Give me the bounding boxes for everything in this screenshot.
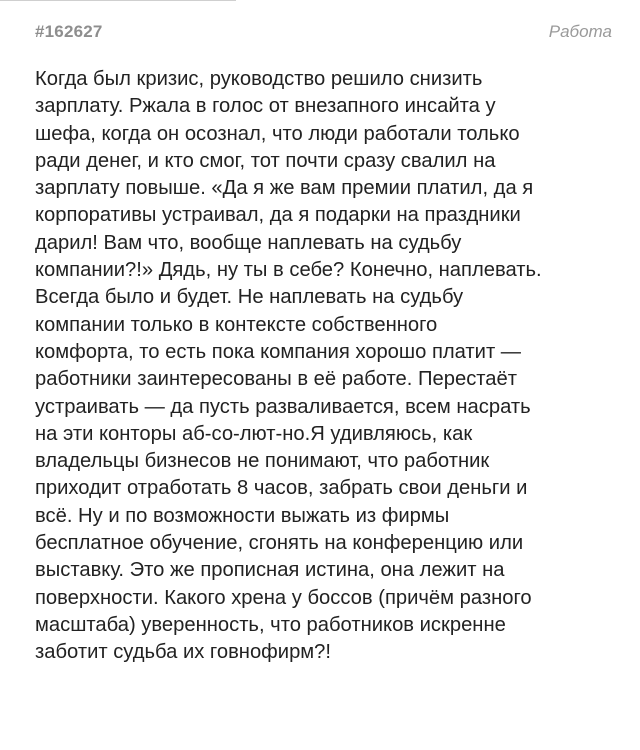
post-id[interactable]: #162627 [35,22,103,41]
post-header [35,0,612,62]
post-category-tag[interactable]: Работа [548,22,612,41]
post-text: Когда был кризис, руководство решило снизить зарплату. Ржала в голос от внезапного инсайта у шефа, когда он осознал, что люди работали только ради денег, и кто смог, тот почти сразу свалил на зарплату повыше. «Да я же вам премии платил, да я корпоративы устраивал, да я подарки на праздники дарил! Вам что, вообще наплевать на судьбу компании?!» Дядь, ну ты в себе? Конечно, наплевать. Всегда было и будет. Не наплевать на судьбу компании только в контексте собственного комфорта, то есть пока компания хорошо платит — работники заинтересованы в её работе. Перестаёт устраивать — да пусть разваливается, всем насрать на эти конторы аб-со-лют-но.Я удивляюсь, как владельцы бизнесов не понимают, что работник приходит отработать 8 часов, забрать свои деньги и всё. Ну и по возможности выжать из фирмы бесплатное обучение, сгонять на конференцию или выставку. Это же прописная истина, она лежит на поверхности. Какого хрена у боссов (причём разного масштаба) уверенность, что работников искренне заботит судьба их говнофирм?! [35,68,542,664]
